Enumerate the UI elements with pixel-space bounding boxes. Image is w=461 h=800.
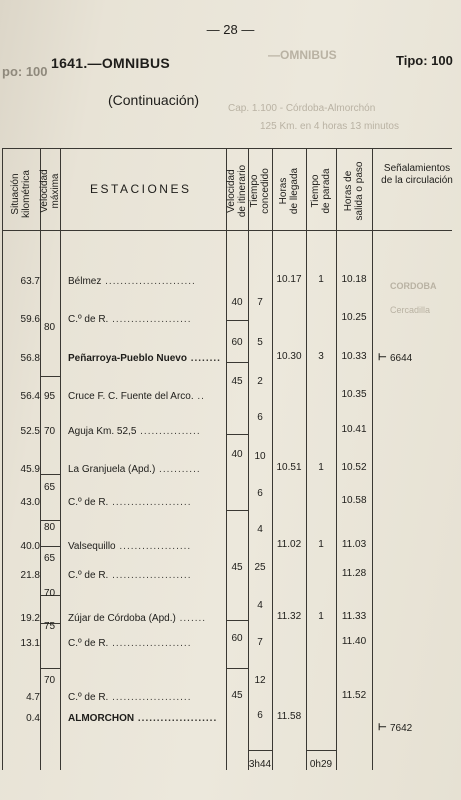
leader-dots: ....... xyxy=(175,613,207,624)
stop-time: 1 xyxy=(318,462,324,473)
station-name: C.º de R. ..................... xyxy=(68,314,192,325)
vmax-divider xyxy=(40,376,60,377)
station-name: Zújar de Córdoba (Apd.) ....... xyxy=(68,613,207,624)
stop-time: 1 xyxy=(318,611,324,622)
header-velocidad-maxima: Velocidad máxima xyxy=(39,169,61,213)
leader-dots: ................ xyxy=(136,426,201,437)
km-value: 0.4 xyxy=(26,713,40,724)
header-tiempo-parada: Tiempo de parada xyxy=(310,168,332,214)
arrival-time: 10.17 xyxy=(276,274,302,285)
tipo-label: Tipo: 100 xyxy=(396,53,453,68)
time-granted: 12 xyxy=(254,675,266,686)
bleed-text-line2: 125 Km. en 4 horas 13 minutos xyxy=(260,121,399,132)
km-value: 13.1 xyxy=(20,638,40,649)
leader-dots: ................... xyxy=(115,541,192,552)
header-senalamientos: Señalamientos de la circulación xyxy=(381,163,453,186)
time-granted: 6 xyxy=(257,488,263,499)
vmax-divider xyxy=(40,546,60,547)
max-speed: 80 xyxy=(44,322,56,333)
tipo-left-fragment: po: 100 xyxy=(2,64,48,79)
departure-time: 10.41 xyxy=(341,424,367,435)
vitin-divider xyxy=(226,320,248,321)
km-value: 59.6 xyxy=(20,314,40,325)
departure-time: 10.25 xyxy=(341,312,367,323)
bleed-text-line1: Cap. 1.100 - Córdoba-Almorchón xyxy=(228,103,376,114)
station-name: Cruce F. C. Fuente del Arco. .. xyxy=(68,391,205,402)
signal-code: 7642 xyxy=(390,723,413,734)
itinerary-speed: 40 xyxy=(231,449,243,460)
leader-dots: ..................... xyxy=(108,692,192,703)
header-tiempo-concedido: Tiempo concedido xyxy=(249,168,271,214)
vitin-divider xyxy=(226,620,248,621)
station-name: Valsequillo ................... xyxy=(68,541,192,552)
time-granted: 25 xyxy=(254,562,266,573)
bleed-text-side2: Cercadilla xyxy=(390,305,431,315)
max-speed: 70 xyxy=(44,588,56,599)
itinerary-speed: 60 xyxy=(231,633,243,644)
total-time-granted: 3h44 xyxy=(248,759,272,770)
col-rule xyxy=(40,148,41,770)
itinerary-speed: 45 xyxy=(231,376,243,387)
km-value: 45.9 xyxy=(20,464,40,475)
time-granted: 6 xyxy=(257,412,263,423)
col-rule xyxy=(336,148,337,770)
itinerary-speed: 45 xyxy=(231,562,243,573)
header-estaciones: ESTACIONES xyxy=(90,182,192,196)
time-granted: 4 xyxy=(257,524,263,535)
departure-time: 10.52 xyxy=(341,462,367,473)
totals-rule xyxy=(306,750,336,751)
departure-time: 11.03 xyxy=(341,539,367,550)
leader-dots: ........ xyxy=(186,353,221,364)
station-name: ALMORCHON ..................... xyxy=(68,713,218,724)
header-velocidad-itinerario: Velocidad de itinerario xyxy=(226,164,248,218)
km-value: 21.8 xyxy=(20,570,40,581)
station-name: La Granjuela (Apd.) ........... xyxy=(68,464,201,475)
km-value: 56.4 xyxy=(20,391,40,402)
station-name: Bélmez ........................ xyxy=(68,276,196,287)
departure-time: 11.40 xyxy=(341,636,367,647)
max-speed: 95 xyxy=(44,391,56,402)
itinerary-speed: 40 xyxy=(231,297,243,308)
col-rule xyxy=(372,148,373,770)
vitin-divider xyxy=(226,434,248,435)
km-value: 40.0 xyxy=(20,541,40,552)
time-granted: 7 xyxy=(257,637,263,648)
km-value: 43.0 xyxy=(20,497,40,508)
leader-dots: ..................... xyxy=(108,497,192,508)
arrival-time: 10.51 xyxy=(276,462,302,473)
vitin-divider xyxy=(226,668,248,669)
bleed-text-side1: CORDOBA xyxy=(390,281,437,291)
departure-time: 10.18 xyxy=(341,274,367,285)
leader-dots: ..................... xyxy=(134,713,218,724)
page-number: — 28 — xyxy=(206,22,255,37)
itinerary-speed: 45 xyxy=(231,690,243,701)
stop-time: 1 xyxy=(318,539,324,550)
km-value: 56.8 xyxy=(20,353,40,364)
km-value: 63.7 xyxy=(20,276,40,287)
departure-time: 11.52 xyxy=(341,690,367,701)
km-value: 4.7 xyxy=(26,692,40,703)
vitin-divider xyxy=(226,362,248,363)
station-name: C.º de R. ..................... xyxy=(68,497,192,508)
leader-dots: ........................ xyxy=(101,276,196,287)
col-rule xyxy=(272,148,273,770)
col-rule xyxy=(60,148,61,770)
station-name: C.º de R. ..................... xyxy=(68,638,192,649)
page-subtitle: (Continuación) xyxy=(108,92,200,108)
station-name: C.º de R. ..................... xyxy=(68,570,192,581)
header-situacion: Situación kilométrica xyxy=(10,170,32,218)
leader-dots: .. xyxy=(193,391,205,402)
signal-marker-icon: ⊢ xyxy=(378,722,387,733)
vmax-divider xyxy=(40,668,60,669)
max-speed: 65 xyxy=(44,482,56,493)
time-granted: 7 xyxy=(257,297,263,308)
departure-time: 11.28 xyxy=(341,568,367,579)
bleed-text-top: —OMNIBUS xyxy=(268,48,337,62)
totals-rule xyxy=(248,750,272,751)
time-granted: 6 xyxy=(257,710,263,721)
departure-time: 10.35 xyxy=(341,389,367,400)
max-speed: 75 xyxy=(44,621,56,632)
arrival-time: 11.32 xyxy=(276,611,302,622)
arrival-time: 10.30 xyxy=(276,351,302,362)
arrival-time: 11.02 xyxy=(276,539,302,550)
signal-code: 6644 xyxy=(390,353,413,364)
leader-dots: ..................... xyxy=(108,638,192,649)
time-granted: 4 xyxy=(257,600,263,611)
vmax-divider xyxy=(40,520,60,521)
km-value: 19.2 xyxy=(20,613,40,624)
max-speed: 80 xyxy=(44,522,56,533)
page-title: 1641.—OMNIBUS xyxy=(51,55,171,71)
itinerary-speed: 60 xyxy=(231,337,243,348)
departure-time: 10.58 xyxy=(341,495,367,506)
time-granted: 2 xyxy=(257,376,263,387)
leader-dots: ..................... xyxy=(108,570,192,581)
max-speed: 70 xyxy=(44,426,56,437)
vmax-divider xyxy=(40,474,60,475)
vitin-divider xyxy=(226,510,248,511)
leader-dots: ........... xyxy=(155,464,201,475)
col-rule xyxy=(306,148,307,770)
station-name: C.º de R. ..................... xyxy=(68,692,192,703)
leader-dots: ..................... xyxy=(108,314,192,325)
km-value: 52.5 xyxy=(20,426,40,437)
total-stop-time: 0h29 xyxy=(309,759,333,770)
departure-time: 10.33 xyxy=(341,351,367,362)
time-granted: 5 xyxy=(257,337,263,348)
stop-time: 1 xyxy=(318,274,324,285)
arrival-time: 11.58 xyxy=(276,711,302,722)
signal-marker-icon: ⊢ xyxy=(378,352,387,363)
departure-time: 11.33 xyxy=(341,611,367,622)
station-name: Aguja Km. 52,5 ................ xyxy=(68,426,201,437)
header-horas-salida: Horas de salida o paso xyxy=(343,161,365,221)
max-speed: 65 xyxy=(44,553,56,564)
max-speed: 70 xyxy=(44,675,56,686)
header-horas-llegada: Horas de llegada xyxy=(278,167,300,215)
time-granted: 10 xyxy=(254,451,266,462)
col-rule xyxy=(2,148,3,770)
stop-time: 3 xyxy=(318,351,324,362)
station-name: Peñarroya-Pueblo Nuevo ........ xyxy=(68,353,221,364)
